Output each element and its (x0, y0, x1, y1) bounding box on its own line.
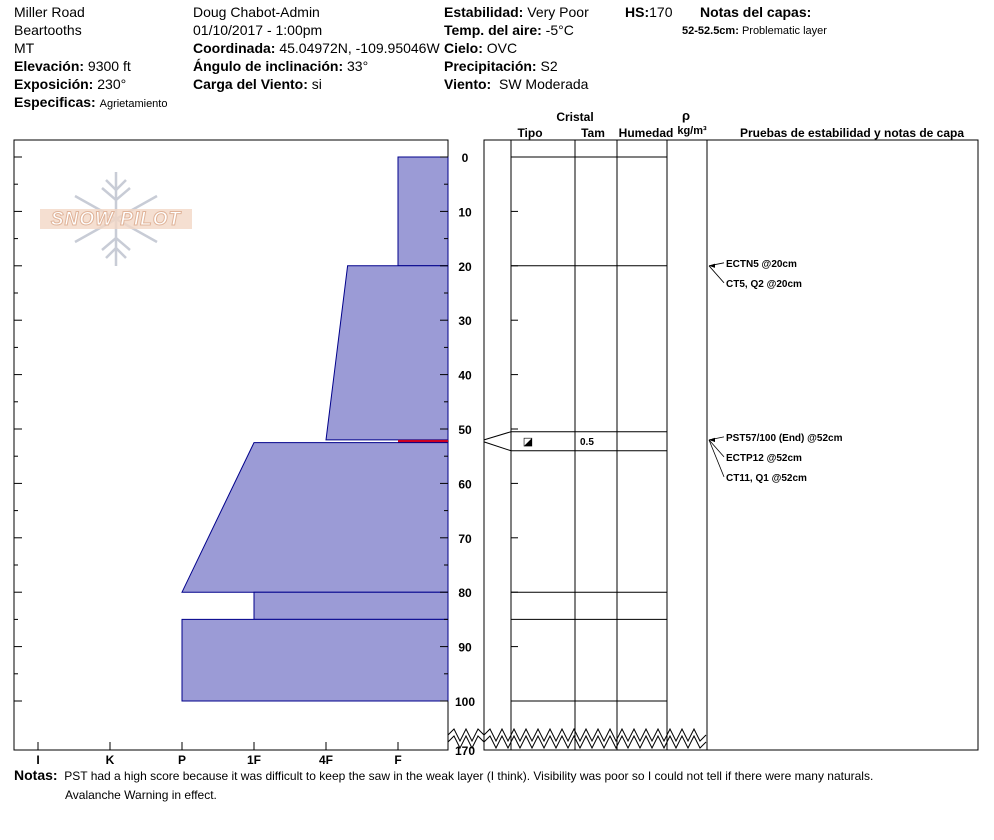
wind: Viento: SW Moderada (444, 76, 589, 92)
depth-tick-label: 40 (458, 368, 472, 383)
notes-line-2: Avalanche Warning in effect. (65, 788, 217, 802)
header-type: Tipo (517, 126, 543, 140)
depth-tick-label: 60 (458, 477, 472, 492)
depth-tick-label: 100 (454, 695, 476, 709)
hardness-tick-label: P (177, 753, 187, 767)
notes-line-1: PST had a high score because it was difficult to keep the saw in the weak layer (I think). Visibility was poor so I could not tell if there were many naturals. (64, 769, 874, 783)
bottom-depth-label: 170 (454, 744, 476, 758)
location: Miller Road (14, 4, 85, 20)
test-pointer-line (709, 440, 724, 477)
elevation: Elevación: 9300 ft (14, 58, 131, 74)
snowpilot-logo (40, 172, 192, 266)
layer-notes-title: Notas del capas: (700, 4, 812, 20)
hardness-axis (36, 742, 401, 767)
snow-height: HS:170 (625, 4, 673, 20)
notes: Notas: PST had a high score because it was difficult to keep the saw in the weak layer (I think). Visibility was poor so I could not tell if there were many naturals. Avalanche Warning in effect. (14, 766, 974, 805)
state: MT (14, 40, 35, 56)
depth-tick-label: 10 (458, 205, 472, 220)
stability-tests (709, 259, 843, 484)
air-temp: Temp. del aire: -5°C (444, 22, 574, 38)
sky: Cielo: OVC (444, 40, 518, 56)
aspect: Exposición: 230° (14, 76, 127, 92)
header-rho: ρ (681, 108, 691, 123)
crystal-type-symbol: ◪ (522, 436, 534, 449)
test-pointer-line (709, 266, 724, 283)
wind-loading: Carga del Viento: si (193, 76, 322, 92)
depth-tick-label: 0 (461, 151, 469, 165)
hardness-layer (182, 619, 448, 701)
stability: Estabilidad: Very Poor (444, 4, 589, 20)
crystal-table (484, 140, 978, 750)
range: Beartooths (14, 22, 82, 38)
precipitation: Precipitación: S2 (444, 58, 558, 74)
column-headers (517, 108, 964, 140)
header-tests: Pruebas de estabilidad y notas de capa (739, 126, 965, 140)
hardness-layers (182, 157, 448, 701)
observer: Doug Chabot-Admin (193, 4, 320, 20)
crystal-size: 0.5 (580, 437, 594, 449)
test-pointer-line (709, 440, 724, 457)
test-label: PST57/100 (End) @52cm (726, 432, 843, 444)
header-crystal: Cristal (556, 110, 594, 124)
crystal-rows (523, 436, 595, 448)
header-size: Tam (581, 126, 605, 140)
test-label: ECTN5 @20cm (726, 258, 797, 270)
table-break-zigzag (484, 729, 706, 741)
hardness-layer (326, 266, 448, 440)
hardness-layer (254, 592, 448, 619)
test-label: CT5, Q2 @20cm (726, 278, 802, 290)
layer-note: 52-52.5cm: Problematic layer (682, 25, 827, 37)
table-frame (484, 140, 978, 750)
specifics: Especificas: Agrietamiento (14, 94, 168, 110)
depth-tick-label: 30 (458, 314, 472, 329)
slope-angle: Ángulo de inclinación: 33° (193, 58, 369, 74)
depth-tick-label: 80 (458, 586, 472, 601)
coordinates: Coordinada: 45.04972N, -109.95046W (193, 40, 440, 56)
header-moisture: Humedad (618, 126, 674, 140)
hardness-tick-label: I (36, 753, 40, 767)
datetime: 01/10/2017 - 1:00pm (193, 22, 323, 38)
test-label: CT11, Q1 @52cm (726, 472, 807, 484)
logo-text: SNOW PILOT (50, 209, 182, 230)
test-label: ECTP12 @52cm (726, 452, 802, 464)
hardness-layer (182, 443, 448, 593)
hardness-tick-label: K (105, 753, 115, 767)
layer-connector (484, 442, 511, 451)
header-density-unit: kg/m³ (677, 125, 707, 137)
layer-connector (484, 432, 511, 440)
hardness-tick-label: F (394, 753, 402, 767)
table-break-zigzag (484, 736, 706, 748)
depth-tick-label: 50 (458, 423, 472, 437)
depth-tick-label: 70 (458, 531, 472, 546)
hardness-tick-label: 1F (246, 753, 262, 767)
hardness-tick-label: 4F (318, 753, 334, 767)
depth-tick-label: 20 (458, 259, 472, 274)
depth-tick-label: 90 (458, 640, 472, 655)
